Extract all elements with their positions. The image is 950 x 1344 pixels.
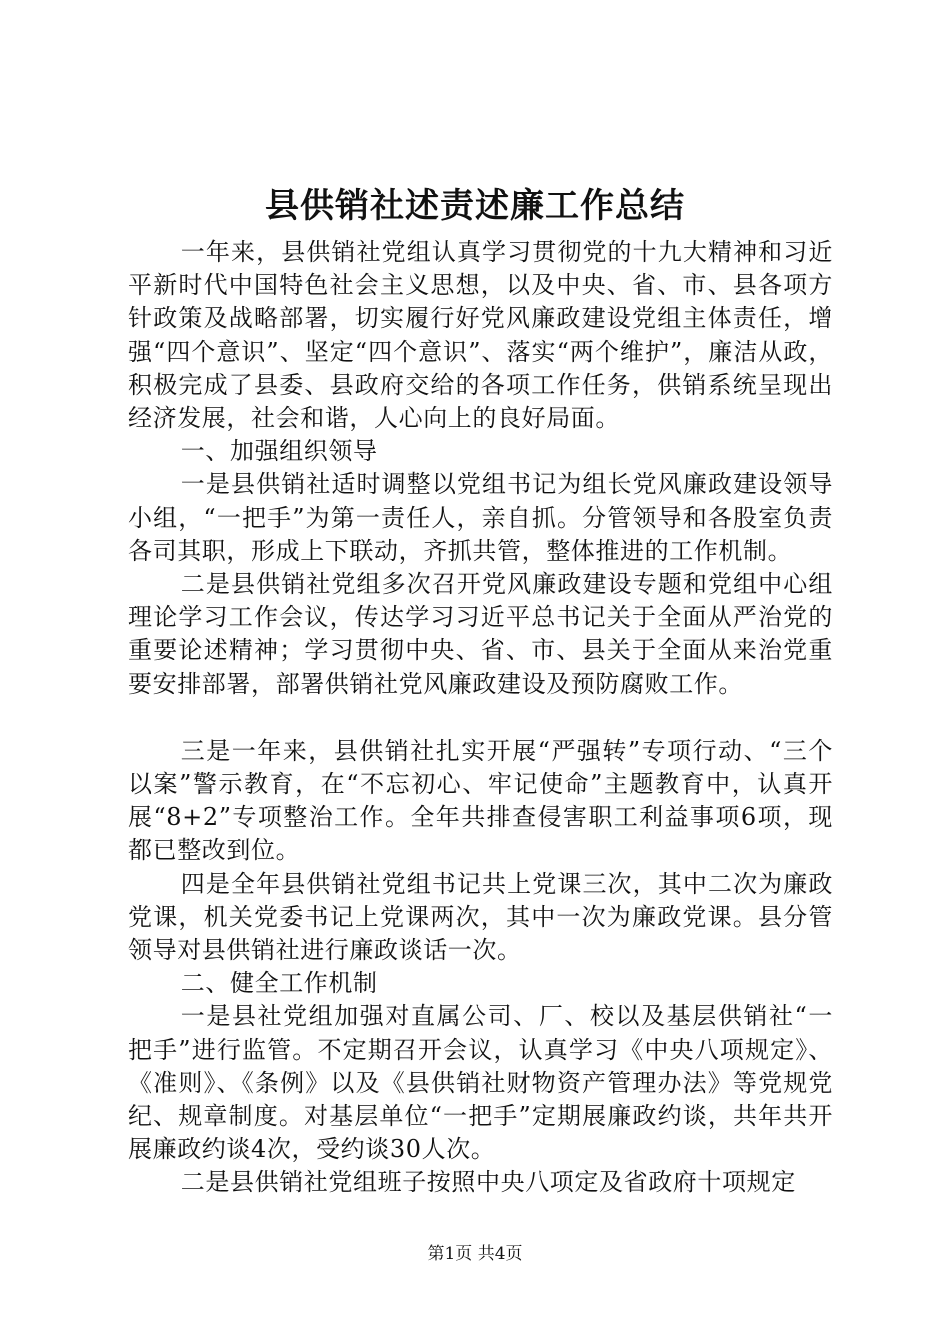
paragraph-1-2: 二是县供销社党组多次召开党风廉政建设专题和党组中心组理论学习工作会议，传达学习习近平总书记关于全面从严治党的重要论述精神；学习贯彻中央、省、市、县关于全面从来治党重要安排部署，部署供销社党风廉政建设及预防腐败工作。 xyxy=(128,570,833,698)
paragraph-intro: 一年来，县供销社党组认真学习贯彻党的十九大精神和习近平新时代中国特色社会主义思想，以及中央、省、市、县各项方针政策及战略部署，切实履行好党风廉政建设党组主体责任，增强“四个意识”、坚定“四个意识”、落实“两个维护”，廉洁从政，积极完成了县委、县政府交给的各项工作任务，供销系统呈现出经济发展，社会和谐，人心向上的良好局面。 xyxy=(128,238,833,433)
paragraph-1-1: 一是县供销社适时调整以党组书记为组长党风廉政建设领导小组，“一把手”为第一责任人，亲自抓。分管领导和各股室负责各司其职，形成上下联动，齐抓共管，整体推进的工作机制。 xyxy=(128,470,833,565)
page-footer: 第1页 共4页 xyxy=(427,1244,523,1264)
section-heading-1: 一、加强组织领导 xyxy=(180,437,378,466)
paragraph-1-4: 四是全年县供销社党组书记共上党课三次，其中二次为廉政党课，机关党委书记上党课两次，其中一次为廉政党课。县分管领导对县供销社进行廉政谈话一次。 xyxy=(128,869,833,965)
paragraph-2-1: 一是县社党组加强对直属公司、厂、校以及基层供销社“一把手”进行监管。不定期召开会议，认真学习《中央八项规定》、《准则》、《条例》以及《县供销社财物资产管理办法》等党规党纪、规章制度。对基层单位“一把手”定期展廉政约谈，共年共开展廉政约谈4次，受约谈30人次。 xyxy=(128,1002,833,1164)
document-body xyxy=(128,236,833,1200)
paragraph-1-3: 三是一年来，县供销社扎实开展“严强转”专项行动、“三个以案”警示教育，在“不忘初心、牢记使命”主题教育中，认真开展“8+2”专项整治工作。全年共排查侵害职工利益事项6项，现都已整改到位。 xyxy=(128,736,833,865)
paragraph-2-2: 二是县供销社党组班子按照中央八项定及省政府十项规定 xyxy=(180,1168,796,1197)
section-heading-2: 二、健全工作机制 xyxy=(180,969,378,998)
document-title: 县供销社述责述廉工作总结 xyxy=(265,186,685,226)
